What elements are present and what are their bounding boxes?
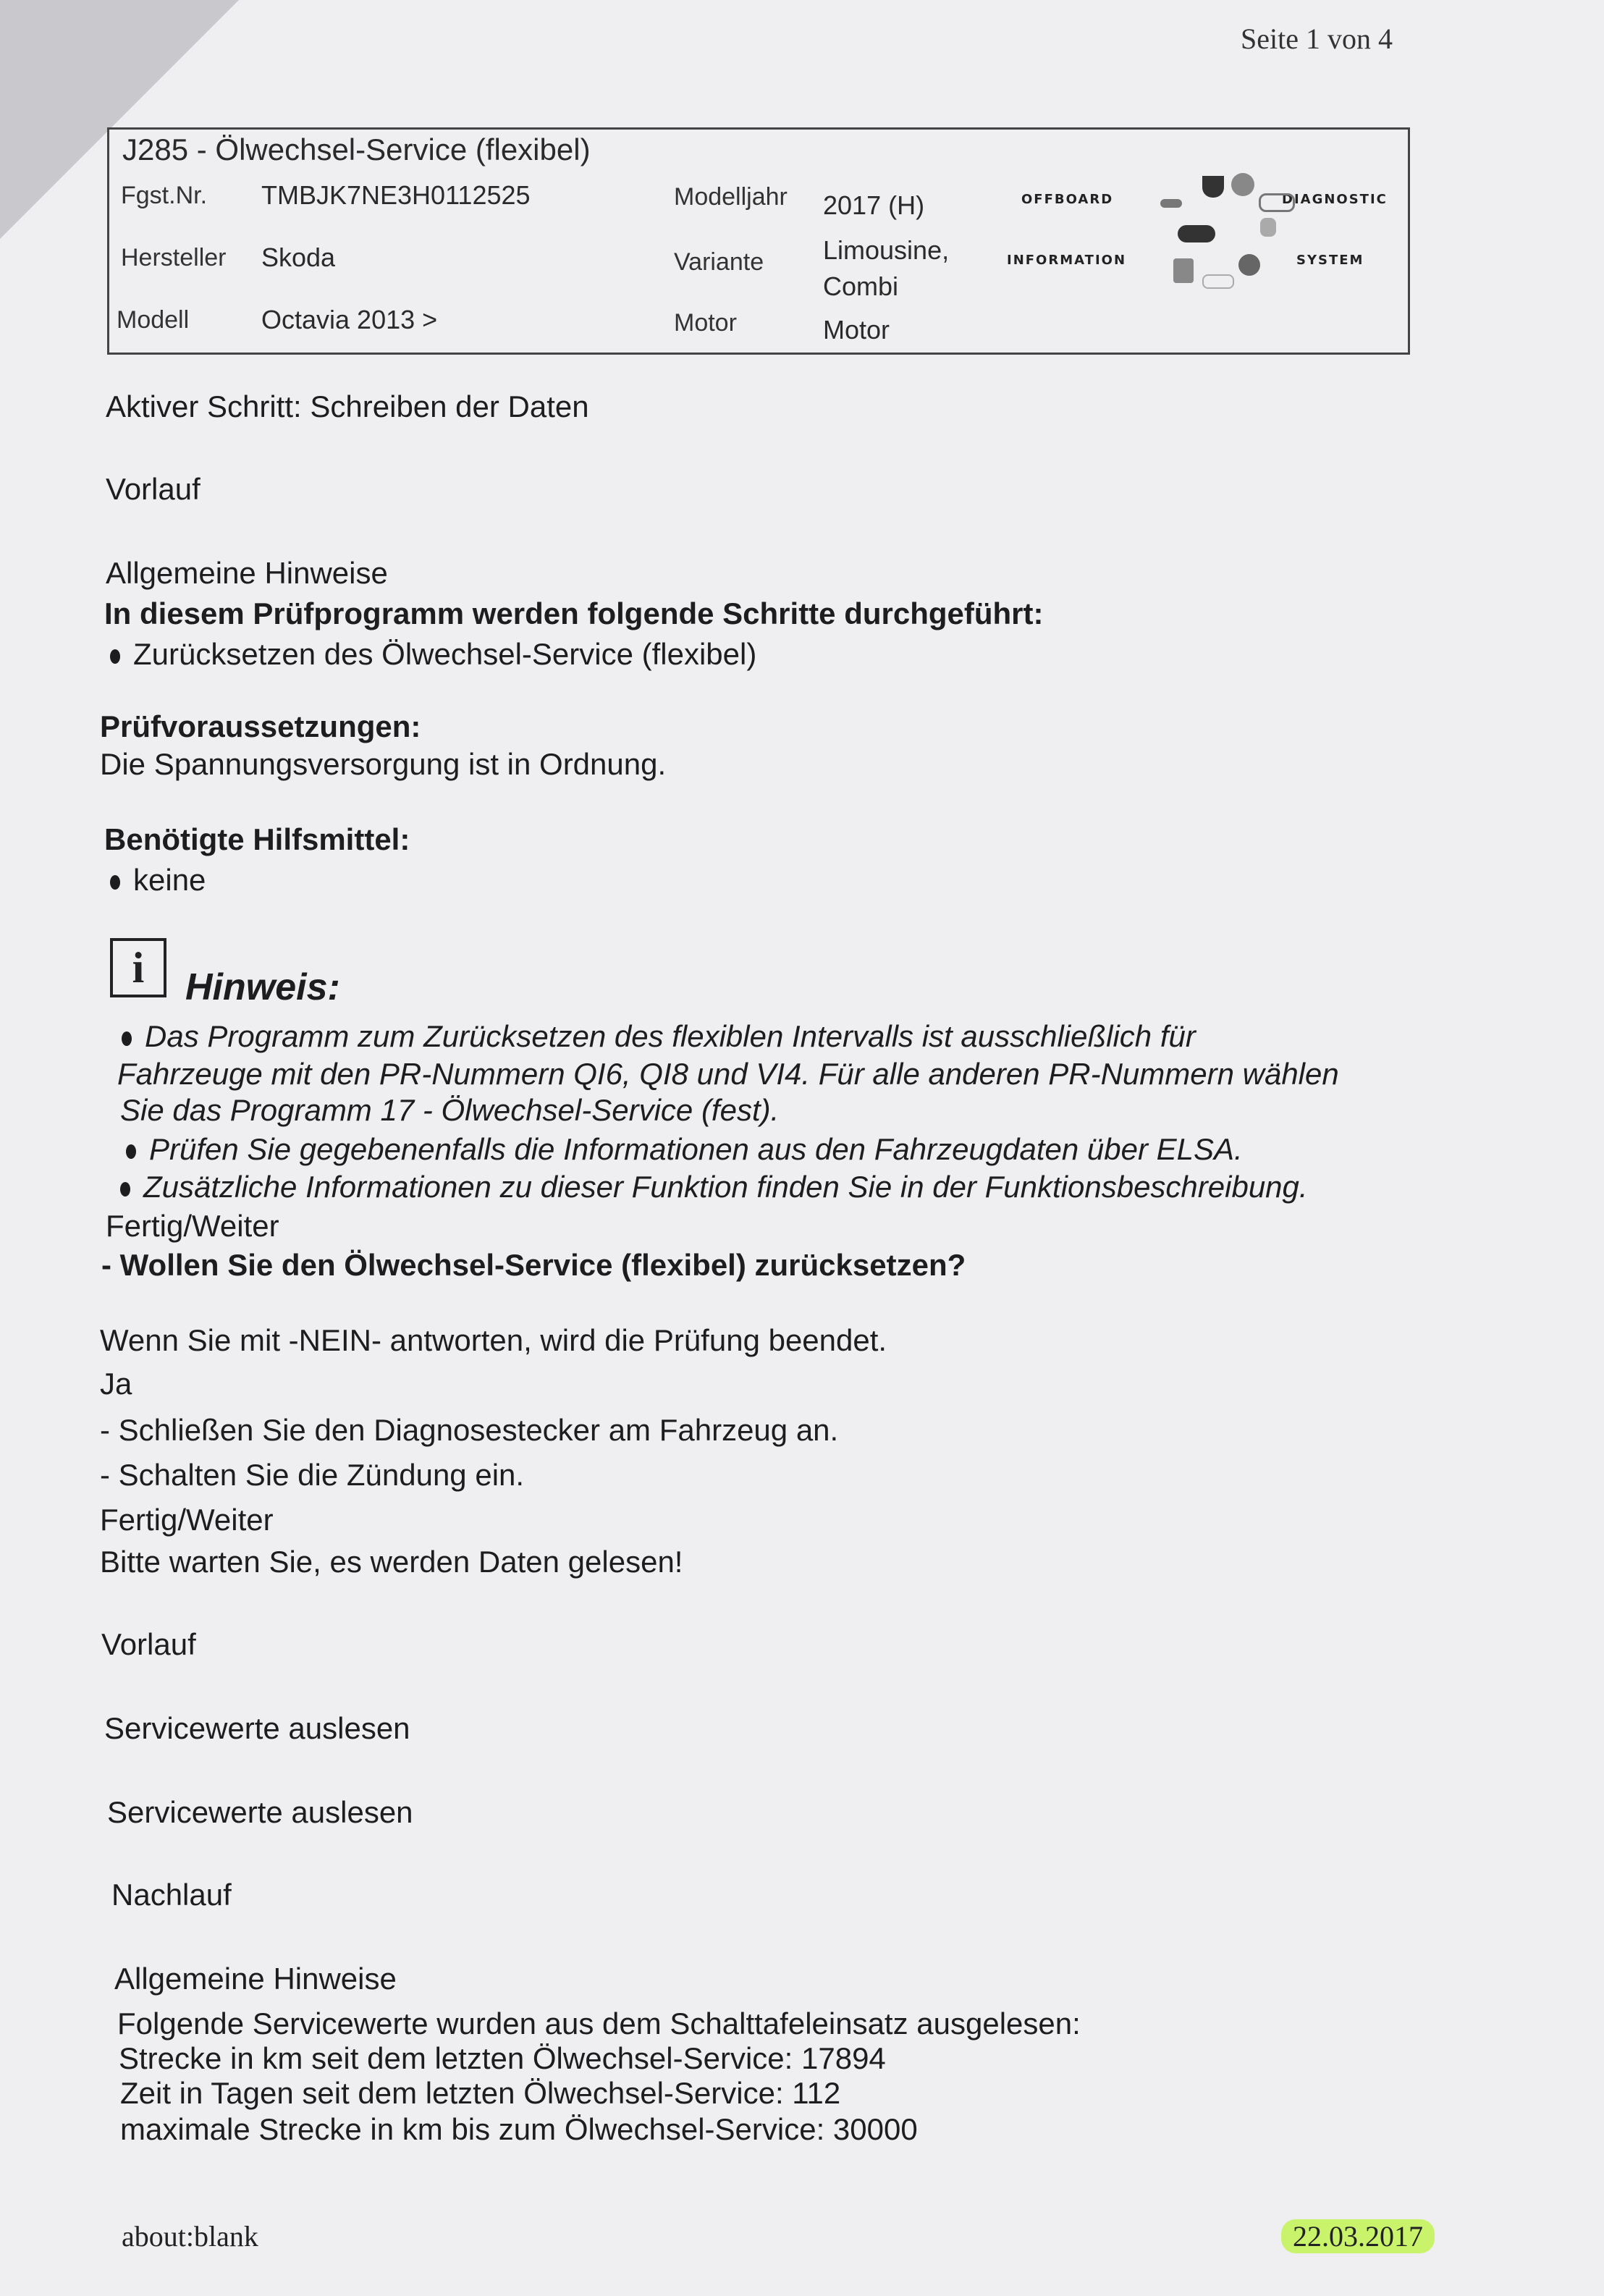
nachlauf-heading: Nachlauf — [111, 1878, 232, 1912]
allgemeine-hinweise-1: Allgemeine Hinweise — [106, 556, 388, 590]
brand-bull-icon — [1160, 199, 1182, 208]
bullet-icon — [110, 875, 120, 890]
result-km: Strecke in km seit dem letzten Ölwechsel-Service: 17894 — [119, 2041, 886, 2075]
hilfsmittel-heading: Benötigte Hilfsmittel: — [104, 822, 410, 856]
hersteller-label: Hersteller — [121, 244, 227, 271]
steps-heading: In diesem Prüfprogramm werden folgende Schritte durchgeführt: — [104, 596, 1044, 630]
info-icon: i — [110, 938, 166, 997]
hinweis-item-1-line1 — [122, 1018, 1196, 1055]
result-max: maximale Strecke in km bis zum Ölwechsel-Service: 30000 — [120, 2112, 918, 2146]
motor-label: Motor — [674, 309, 737, 337]
servicewerte-heading-1: Servicewerte auslesen — [104, 1711, 410, 1745]
modell-value: Octavia 2013 > — [261, 305, 438, 334]
fertig-weiter-1: Fertig/Weiter — [106, 1209, 279, 1243]
vorlauf-heading-2: Vorlauf — [101, 1627, 196, 1661]
vehicle-header-box — [107, 127, 1410, 355]
brand-vw-icon — [1238, 254, 1260, 276]
hinweis-item-3 — [120, 1168, 1308, 1206]
hinweis-title: Hinweis: — [185, 966, 340, 1008]
program-title: J285 - Ölwechsel-Service (flexibel) — [122, 132, 591, 166]
hinweis-1a-text: Das Programm zum Zurücksetzen des flexiblen Intervalls ist ausschließlich für — [145, 1019, 1196, 1053]
variante-value-line2: Combi — [823, 271, 899, 301]
pruefvoraussetzungen-heading: Prüfvoraussetzungen: — [100, 709, 421, 743]
bullet-icon — [126, 1144, 136, 1159]
logo-text-diagnostic: DIAGNOSTIC — [1282, 192, 1388, 207]
steps-item-text: Zurücksetzen des Ölwechsel-Service (flexibel) — [133, 637, 757, 671]
logo-text-offboard: OFFBOARD — [1021, 192, 1114, 207]
hinweis-3-text: Zusätzliche Informationen zu dieser Funktion finden Sie in der Funktionsbeschreibung. — [143, 1170, 1308, 1204]
hersteller-value: Skoda — [261, 242, 336, 272]
instruction-2: - Schalten Sie die Zündung ein. — [100, 1458, 525, 1492]
footer-url: about:blank — [122, 2220, 258, 2253]
ja-answer: Ja — [100, 1367, 132, 1401]
logo-text-information: INFORMATION — [1007, 253, 1127, 268]
fgst-label: Fgst.Nr. — [121, 182, 208, 209]
variante-label: Variante — [674, 248, 764, 276]
brand-small-oval-icon — [1202, 274, 1234, 289]
modelljahr-value: 2017 (H) — [823, 190, 925, 220]
odis-logo — [992, 173, 1405, 318]
brand-rings-icon — [1259, 193, 1295, 212]
active-step: Aktiver Schritt: Schreiben der Daten — [106, 389, 589, 423]
modell-label: Modell — [117, 306, 190, 334]
servicewerte-heading-2: Servicewerte auslesen — [107, 1795, 413, 1829]
page-number: Seite 1 von 4 — [1241, 22, 1393, 55]
instruction-1: - Schließen Sie den Diagnosestecker am Fahrzeug an. — [100, 1413, 839, 1447]
allgemeine-hinweise-2: Allgemeine Hinweise — [114, 1962, 397, 1996]
brand-crest-icon — [1260, 218, 1276, 237]
modelljahr-label: Modelljahr — [674, 183, 788, 211]
footer-date: 22.03.2017 — [1281, 2219, 1435, 2253]
hinweis-item-1-line3: Sie das Programm 17 - Ölwechsel-Service (fest). — [120, 1093, 780, 1127]
variante-value-line1: Limousine, — [823, 235, 950, 265]
result-intro: Folgende Servicewerte wurden aus dem Schalttafeleinsatz ausgelesen: — [117, 2006, 1081, 2040]
wait-text: Bitte warten Sie, es werden Daten gelesen! — [100, 1545, 683, 1579]
steps-list-item — [110, 636, 756, 673]
hilfsmittel-item-text: keine — [133, 863, 206, 897]
vorlauf-heading-1: Vorlauf — [106, 472, 200, 506]
hilfsmittel-list-item — [110, 861, 206, 899]
motor-value: Motor — [823, 315, 890, 345]
logo-text-system: SYSTEM — [1296, 253, 1364, 268]
hinweis-2-text: Prüfen Sie gegebenenfalls die Informationen aus den Fahrzeugdaten über ELSA. — [149, 1132, 1243, 1166]
hinweis-item-2 — [126, 1131, 1243, 1168]
reset-question: - Wollen Sie den Ölwechsel-Service (flexibel) zurücksetzen? — [101, 1248, 966, 1282]
result-days: Zeit in Tagen seit dem letzten Ölwechsel-Service: 112 — [120, 2076, 841, 2110]
brand-shield-icon — [1202, 176, 1224, 198]
fertig-weiter-2: Fertig/Weiter — [100, 1503, 274, 1537]
fgst-value: TMBJK7NE3H0112525 — [261, 180, 531, 210]
bullet-icon — [120, 1182, 130, 1196]
pruefvoraussetzungen-text: Die Spannungsversorgung ist in Ordnung. — [100, 747, 667, 781]
brand-oval-icon — [1178, 225, 1215, 242]
nein-text: Wenn Sie mit -NEIN- antworten, wird die Prüfung beendet. — [100, 1323, 887, 1357]
bullet-icon — [122, 1031, 132, 1046]
brand-emblem-icon — [1173, 258, 1194, 283]
hinweis-item-1-line2: Fahrzeuge mit den PR-Nummern QI6, QI8 und VI4. Für alle anderen PR-Nummern wählen — [117, 1057, 1339, 1091]
brand-roundel-icon — [1231, 173, 1254, 196]
bullet-icon — [110, 649, 120, 664]
